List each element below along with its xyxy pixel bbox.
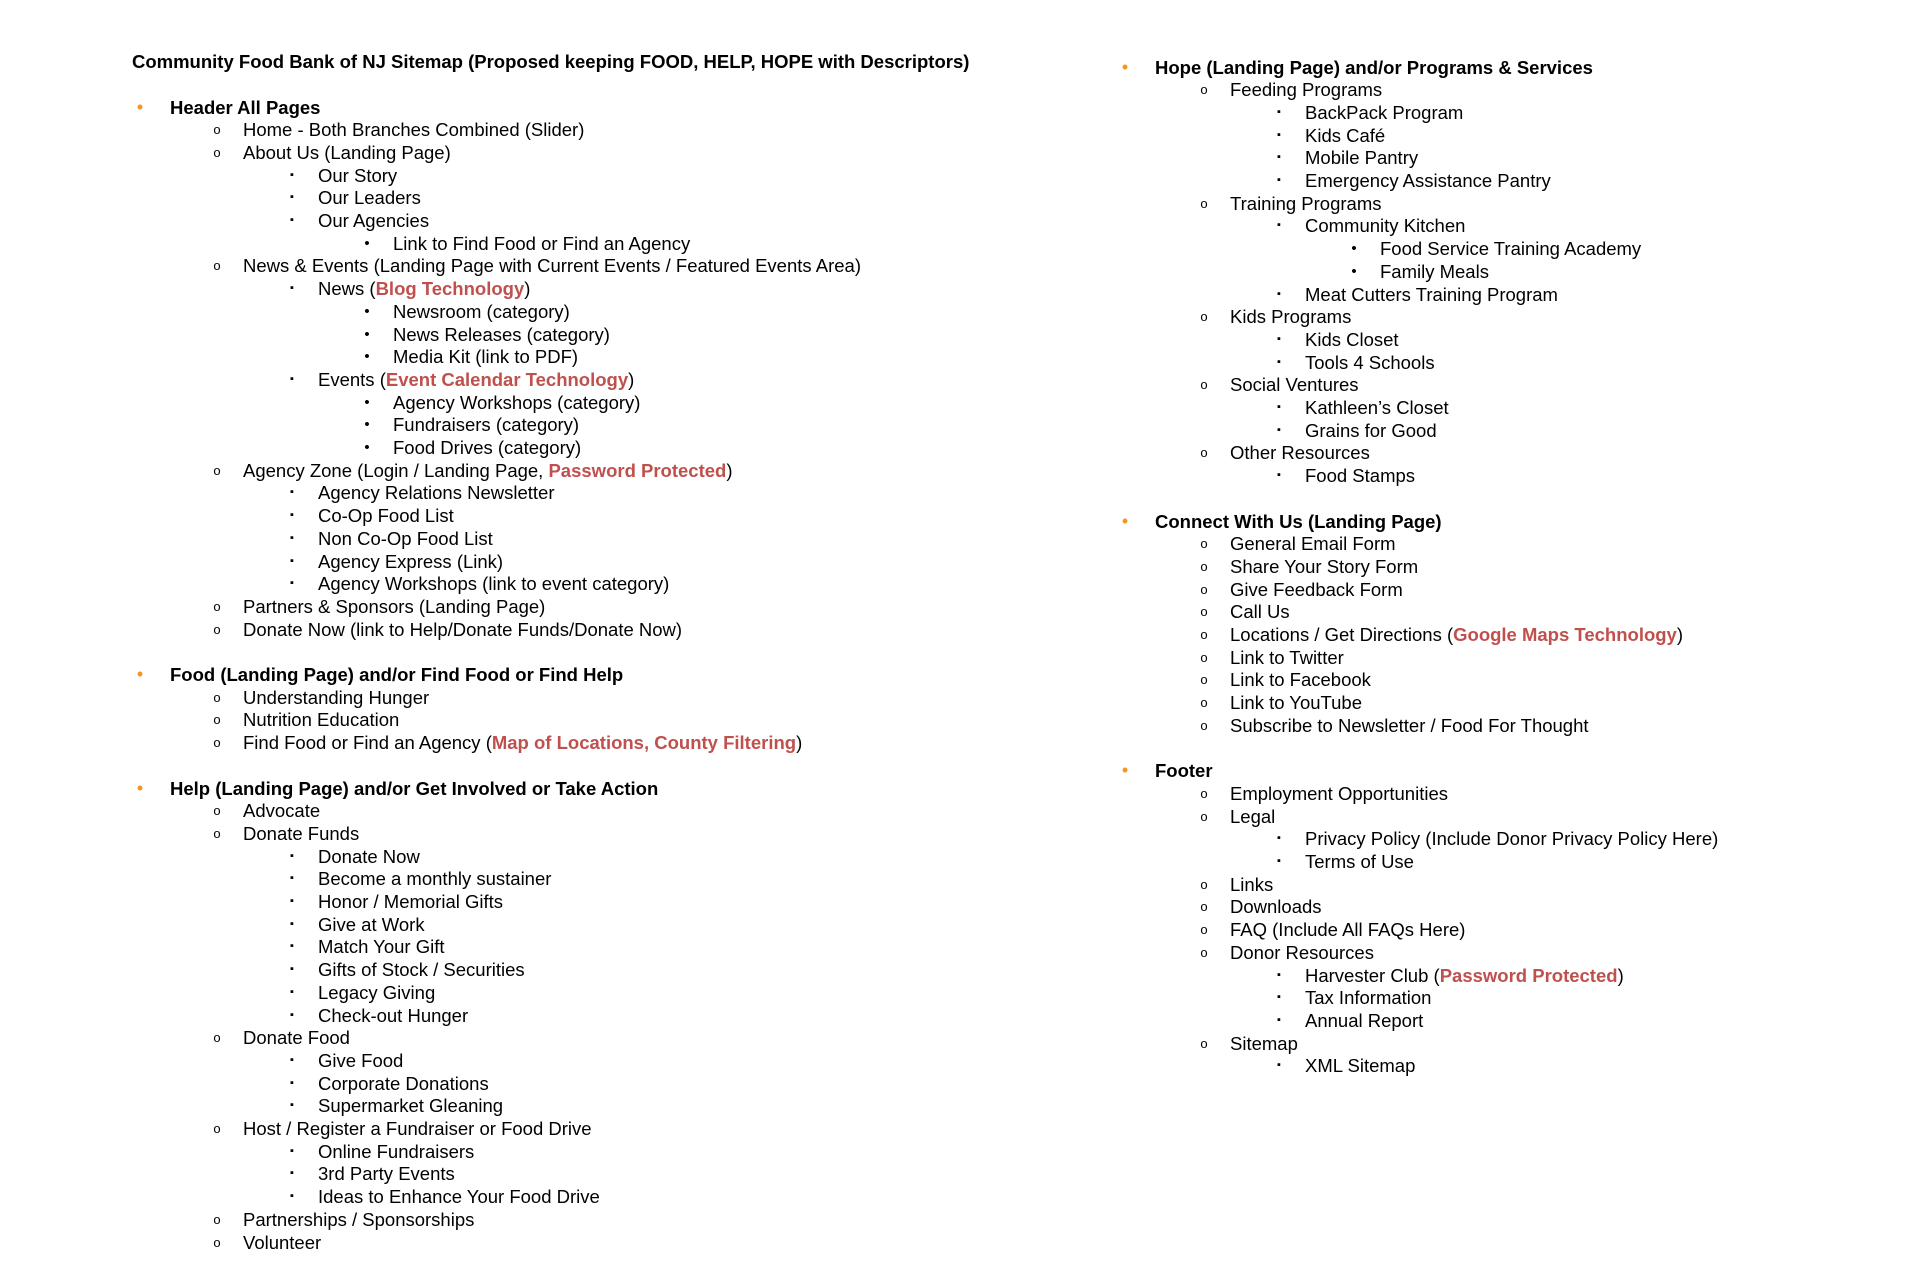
dot-bullet-icon: •: [364, 302, 370, 320]
item-label: Agency Workshops (link to event category): [318, 573, 670, 595]
item-text: [318, 481, 555, 504]
item-label: Donor Resources: [1230, 941, 1374, 963]
item-text: [318, 277, 530, 300]
item-text: [243, 1117, 592, 1140]
item-text: [393, 436, 581, 459]
item-label: Terms of Use: [1305, 851, 1414, 872]
square-bullet-icon: ▪: [1277, 128, 1281, 141]
item-label: BackPack Program: [1305, 101, 1464, 123]
dot-bullet-icon: •: [364, 325, 370, 343]
item-label: Donate Now: [318, 845, 420, 867]
item-text: [1305, 1009, 1423, 1032]
dot-bullet-icon: •: [1351, 262, 1357, 280]
item-label: News (: [318, 278, 376, 300]
item-text: [1230, 78, 1382, 101]
circle-bullet-icon: o: [1200, 649, 1208, 665]
item-text: [243, 118, 584, 141]
circle-bullet-icon: o: [1200, 1035, 1208, 1051]
circle-bullet-icon: o: [1200, 944, 1208, 960]
section-heading-text: Header All Pages: [170, 96, 321, 118]
item-label: Food Drives (category): [393, 437, 582, 458]
square-bullet-icon: ▪: [290, 895, 294, 907]
dot-bullet-icon: •: [364, 439, 370, 456]
item-label: Find Food or Find an Agency (: [243, 732, 492, 754]
circle-bullet-icon: o: [1200, 558, 1208, 574]
item-label: Donate Now (link to Help/Donate Funds/Donate Now): [243, 618, 683, 640]
circle-bullet-icon: o: [1200, 876, 1208, 892]
item-label: Nutrition Education: [243, 709, 400, 731]
section-heading-text: Connect With Us (Landing Page): [1155, 510, 1442, 532]
section-bullet-icon: •: [136, 96, 144, 117]
dot-bullet-icon: •: [364, 234, 370, 252]
item-label: Corporate Donations: [318, 1072, 489, 1094]
item-text: [1305, 101, 1463, 124]
item-text: [1305, 850, 1414, 873]
item-text: [393, 323, 610, 346]
item-label: Food Service Training Academy: [1380, 238, 1642, 260]
item-label: Employment Opportunities: [1230, 782, 1448, 804]
item-text: [318, 1185, 600, 1208]
item-label: Other Resources: [1230, 442, 1370, 464]
square-bullet-icon: ▪: [1277, 423, 1281, 436]
item-text: [1305, 169, 1551, 192]
circle-bullet-icon: o: [213, 1234, 221, 1250]
item-text: [1230, 918, 1465, 941]
circle-bullet-icon: o: [213, 735, 221, 751]
circle-bullet-icon: o: [213, 621, 221, 637]
item-text: [1305, 419, 1437, 442]
item-label: Link to YouTube: [1230, 692, 1363, 714]
item-label: Social Ventures: [1230, 374, 1359, 396]
item-label: 3rd Party Events: [318, 1163, 455, 1185]
technology-note: Blog Technology: [375, 278, 525, 300]
item-label: Food Stamps: [1305, 465, 1416, 487]
item-label: Sitemap: [1230, 1032, 1298, 1054]
square-bullet-icon: ▪: [1277, 332, 1281, 345]
square-bullet-icon: ▪: [1277, 355, 1281, 368]
item-label: Understanding Hunger: [243, 686, 430, 708]
circle-bullet-icon: o: [1200, 377, 1208, 393]
item-label: Give Feedback Form: [1230, 578, 1403, 600]
item-label: Non Co-Op Food List: [318, 527, 493, 549]
item-label: Link to Facebook: [1230, 669, 1371, 691]
technology-note: Google Maps Technology: [1453, 624, 1677, 645]
item-text: [1230, 600, 1290, 623]
item-label: About Us (Landing Page): [243, 141, 451, 163]
item-label: Share Your Story Form: [1230, 555, 1419, 577]
square-bullet-icon: ▪: [1277, 968, 1281, 981]
item-label: Agency Express (Link): [318, 550, 504, 572]
item-label: Kids Café: [1305, 124, 1386, 146]
item-label: Become a monthly sustainer: [318, 868, 552, 890]
item-label: Newsroom (category): [393, 300, 570, 322]
square-bullet-icon: ▪: [1277, 401, 1281, 413]
section-bullet-icon: •: [136, 777, 144, 798]
item-text: [318, 913, 425, 936]
square-bullet-icon: ▪: [290, 1144, 294, 1157]
square-bullet-icon: ▪: [290, 282, 294, 295]
item-text: [318, 550, 503, 573]
item-label: Co-Op Food List: [318, 505, 454, 527]
item-text: [1230, 578, 1403, 601]
square-bullet-icon: ▪: [290, 509, 294, 522]
item-label-suffix: ): [726, 459, 733, 481]
item-label: Legacy Giving: [318, 981, 436, 1003]
item-label: Give Food: [318, 1049, 404, 1071]
circle-bullet-icon: o: [213, 803, 221, 819]
square-bullet-icon: ▪: [290, 872, 294, 885]
item-text: [243, 731, 802, 754]
item-text: [243, 141, 451, 164]
item-label: Match Your Gift: [318, 936, 445, 958]
item-text: [1230, 873, 1273, 896]
item-text: [243, 459, 733, 482]
item-label: Emergency Assistance Pantry: [1305, 170, 1551, 191]
item-label: Legal: [1230, 805, 1276, 827]
item-text: [243, 1231, 321, 1254]
item-text: [318, 209, 429, 232]
item-text: [1305, 464, 1415, 487]
circle-bullet-icon: o: [1200, 536, 1208, 552]
item-label-suffix: ): [796, 732, 803, 754]
square-bullet-icon: ▪: [290, 940, 294, 953]
square-bullet-icon: ▪: [1277, 1059, 1281, 1072]
item-text: [1305, 396, 1449, 419]
item-label: Fundraisers (category): [393, 414, 580, 436]
item-text: [1230, 646, 1344, 669]
square-bullet-icon: ▪: [1277, 174, 1281, 186]
item-label: News Releases (category): [393, 323, 610, 345]
item-text: [1380, 237, 1641, 260]
item-text: [318, 845, 420, 868]
circle-bullet-icon: o: [1200, 195, 1208, 211]
item-text: [1305, 351, 1435, 374]
circle-bullet-icon: o: [213, 598, 221, 614]
item-label: Partners & Sponsors (Landing Page): [243, 595, 546, 617]
item-label-suffix: ): [1617, 964, 1624, 986]
item-label: Harvester Club (: [1305, 964, 1440, 986]
item-text: [318, 1072, 489, 1095]
item-text: [393, 232, 690, 255]
dot-bullet-icon: •: [364, 348, 370, 366]
item-label: Advocate: [243, 800, 321, 822]
square-bullet-icon: ▪: [290, 1099, 294, 1112]
item-text: [1230, 532, 1396, 555]
section-bullet-icon: •: [136, 664, 144, 684]
item-text: [1305, 827, 1718, 850]
circle-bullet-icon: o: [213, 122, 221, 138]
item-text: [1230, 192, 1381, 215]
item-label: Link to Twitter: [1230, 646, 1344, 668]
square-bullet-icon: ▪: [290, 486, 294, 499]
item-text: [243, 1026, 350, 1049]
item-text: [243, 686, 429, 709]
item-text: [393, 300, 570, 323]
item-text: [243, 822, 359, 845]
item-label: Links: [1230, 873, 1274, 895]
item-text: [318, 1140, 474, 1163]
item-label: Kids Programs: [1230, 306, 1352, 328]
item-label: Honor / Memorial Gifts: [318, 891, 504, 912]
square-bullet-icon: ▪: [290, 1190, 294, 1203]
item-text: [1305, 146, 1418, 169]
item-text: [243, 1208, 474, 1231]
item-label: Home - Both Branches Combined (Slider): [243, 119, 585, 141]
item-text: [393, 391, 640, 414]
square-bullet-icon: ▪: [290, 1008, 294, 1021]
circle-bullet-icon: o: [1200, 82, 1208, 98]
item-text: [1230, 714, 1589, 737]
item-text: [243, 799, 320, 822]
item-label: Agency Workshops (category): [393, 391, 641, 413]
item-text: [243, 618, 682, 641]
circle-bullet-icon: o: [1200, 922, 1208, 938]
dot-bullet-icon: •: [1351, 240, 1357, 258]
item-label: General Email Form: [1230, 533, 1396, 555]
item-label: Grains for Good: [1305, 419, 1437, 441]
item-label: Volunteer: [243, 1231, 322, 1253]
item-text: [1230, 805, 1275, 828]
square-bullet-icon: ▪: [1277, 219, 1281, 232]
item-text: [1230, 1032, 1298, 1055]
circle-bullet-icon: o: [1200, 899, 1208, 915]
item-text: [1305, 986, 1431, 1009]
section-bullet-icon: •: [1121, 760, 1129, 781]
item-label: Gifts of Stock / Securities: [318, 959, 525, 981]
section-bullet-icon: •: [1121, 56, 1129, 77]
square-bullet-icon: ▪: [290, 214, 294, 226]
item-label: Partnerships / Sponsorships: [243, 1208, 475, 1230]
item-label-suffix: ): [1676, 624, 1684, 645]
item-text: [318, 958, 525, 981]
circle-bullet-icon: o: [1200, 717, 1208, 733]
item-text: [318, 1094, 503, 1117]
item-label: FAQ (Include All FAQs Here): [1230, 919, 1466, 941]
item-label: Family Meals: [1380, 260, 1489, 282]
square-bullet-icon: ▪: [1277, 855, 1281, 867]
item-label: Tools 4 Schools: [1305, 351, 1435, 373]
circle-bullet-icon: o: [1200, 581, 1208, 597]
item-label: Our Agencies: [318, 210, 430, 231]
circle-bullet-icon: o: [1200, 808, 1208, 824]
square-bullet-icon: ▪: [290, 849, 294, 862]
section-heading-text: Footer: [1155, 760, 1213, 782]
square-bullet-icon: ▪: [290, 1053, 294, 1066]
square-bullet-icon: ▪: [1277, 1013, 1281, 1026]
item-label: Annual Report: [1305, 1009, 1424, 1031]
item-text: [243, 708, 399, 731]
item-text: [318, 527, 493, 550]
item-text: [318, 867, 551, 890]
item-text: [1230, 623, 1683, 646]
square-bullet-icon: ▪: [290, 372, 294, 385]
square-bullet-icon: ▪: [1277, 991, 1281, 1004]
item-label: Donate Food: [243, 1027, 350, 1049]
item-text: [1305, 283, 1558, 306]
item-label-suffix: ): [524, 278, 531, 300]
item-text: [1230, 668, 1371, 691]
item-text: [1305, 1054, 1415, 1077]
item-label-suffix: ): [628, 368, 635, 390]
item-text: [1230, 941, 1374, 964]
item-label: Our Story: [318, 164, 398, 186]
item-text: [243, 595, 545, 618]
item-label: Downloads: [1230, 896, 1322, 918]
circle-bullet-icon: o: [1200, 785, 1208, 801]
square-bullet-icon: ▪: [290, 191, 294, 204]
section-bullet-icon: •: [1121, 510, 1129, 531]
item-text: [1230, 895, 1322, 918]
square-bullet-icon: ▪: [1277, 287, 1281, 300]
circle-bullet-icon: o: [213, 712, 221, 728]
item-text: [318, 890, 503, 913]
item-label: Privacy Policy (Include Donor Privacy Policy Here): [1305, 828, 1719, 850]
circle-bullet-icon: o: [213, 1121, 221, 1136]
item-text: [1305, 964, 1624, 987]
item-label: Give at Work: [318, 913, 425, 935]
square-bullet-icon: ▪: [290, 554, 294, 567]
technology-note: Password Protected: [1439, 964, 1618, 986]
item-text: [318, 164, 397, 187]
circle-bullet-icon: o: [1200, 604, 1208, 620]
item-text: [1305, 214, 1465, 237]
item-label: Call Us: [1230, 601, 1290, 623]
item-text: [1230, 782, 1448, 805]
square-bullet-icon: ▪: [290, 917, 294, 930]
circle-bullet-icon: o: [213, 825, 221, 841]
item-text: [1305, 124, 1385, 147]
item-label: Tax Information: [1305, 987, 1432, 1009]
circle-bullet-icon: o: [1200, 627, 1208, 642]
square-bullet-icon: ▪: [1277, 832, 1281, 845]
square-bullet-icon: ▪: [1277, 151, 1281, 164]
dot-bullet-icon: •: [364, 393, 370, 411]
circle-bullet-icon: o: [1200, 445, 1208, 461]
technology-note: Map of Locations, County Filtering: [491, 732, 797, 754]
item-label: Agency Zone (Login / Landing Page,: [243, 459, 549, 481]
item-label: Events (: [318, 368, 386, 390]
item-label: News & Events (Landing Page with Current Events / Featured Events Area): [243, 255, 862, 277]
item-label: Supermarket Gleaning: [318, 1095, 504, 1117]
item-label: Kids Closet: [1305, 328, 1399, 350]
item-label: Mobile Pantry: [1305, 147, 1419, 169]
item-label: Feeding Programs: [1230, 79, 1383, 101]
item-label: Agency Relations Newsletter: [318, 482, 555, 504]
section-heading-text: Food (Landing Page) and/or Find Food or Find Help: [170, 664, 624, 685]
circle-bullet-icon: o: [213, 462, 221, 478]
item-label: Community Kitchen: [1305, 215, 1466, 237]
item-text: [318, 981, 435, 1004]
circle-bullet-icon: o: [213, 689, 221, 705]
item-text: [318, 504, 454, 527]
item-text: [318, 572, 669, 595]
item-text: [318, 1162, 455, 1185]
item-label: Locations / Get Directions (: [1230, 624, 1454, 645]
item-text: [318, 1049, 403, 1072]
document-title: Community Food Bank of NJ Sitemap (Proposed keeping FOOD, HELP, HOPE with Descriptors): [132, 51, 970, 72]
item-text: [1230, 441, 1370, 464]
item-text: [1230, 555, 1418, 578]
circle-bullet-icon: o: [213, 258, 221, 274]
item-label: Our Leaders: [318, 187, 421, 209]
item-label: Training Programs: [1230, 192, 1382, 214]
item-label: Host / Register a Fundraiser or Food Drive: [243, 1118, 592, 1139]
square-bullet-icon: ▪: [1277, 105, 1281, 118]
item-label: Check-out Hunger: [318, 1004, 469, 1026]
item-label: XML Sitemap: [1305, 1055, 1416, 1077]
circle-bullet-icon: o: [1200, 672, 1208, 688]
square-bullet-icon: ▪: [1277, 469, 1281, 482]
square-bullet-icon: ▪: [290, 1076, 294, 1089]
section-heading-text: Hope (Landing Page) and/or Programs & Services: [1155, 56, 1593, 78]
item-text: [1380, 260, 1489, 283]
item-text: [318, 935, 444, 958]
item-text: [318, 186, 421, 209]
item-text: [393, 413, 579, 436]
item-text: [1230, 691, 1362, 714]
item-label: Media Kit (link to PDF): [393, 346, 579, 368]
item-text: [318, 1004, 468, 1027]
circle-bullet-icon: o: [213, 1030, 221, 1046]
item-text: [1230, 305, 1351, 328]
item-label: Donate Funds: [243, 822, 360, 844]
square-bullet-icon: ▪: [290, 1167, 294, 1180]
square-bullet-icon: ▪: [290, 168, 294, 181]
item-label: Ideas to Enhance Your Food Drive: [318, 1186, 600, 1208]
circle-bullet-icon: o: [213, 144, 221, 160]
technology-note: Password Protected: [548, 459, 727, 481]
section-heading-text: Help (Landing Page) and/or Get Involved or Take Action: [170, 777, 659, 799]
item-text: [243, 254, 861, 277]
item-label: Subscribe to Newsletter / Food For Thought: [1230, 714, 1589, 736]
item-label: Link to Find Food or Find an Agency: [393, 232, 691, 254]
square-bullet-icon: ▪: [290, 531, 294, 544]
dot-bullet-icon: •: [364, 416, 370, 434]
item-label: Kathleen’s Closet: [1305, 397, 1449, 418]
technology-note: Event Calendar Technology: [385, 368, 629, 390]
item-label: Online Fundraisers: [318, 1140, 475, 1162]
square-bullet-icon: ▪: [290, 985, 294, 998]
item-text: [1230, 373, 1359, 396]
circle-bullet-icon: o: [1200, 695, 1208, 711]
square-bullet-icon: ▪: [290, 963, 294, 976]
item-text: [393, 345, 578, 368]
square-bullet-icon: ▪: [290, 577, 294, 590]
item-text: [1305, 328, 1399, 351]
circle-bullet-icon: o: [213, 1211, 221, 1227]
item-label: Meat Cutters Training Program: [1305, 283, 1558, 305]
item-text: [318, 368, 634, 391]
circle-bullet-icon: o: [1200, 309, 1208, 325]
